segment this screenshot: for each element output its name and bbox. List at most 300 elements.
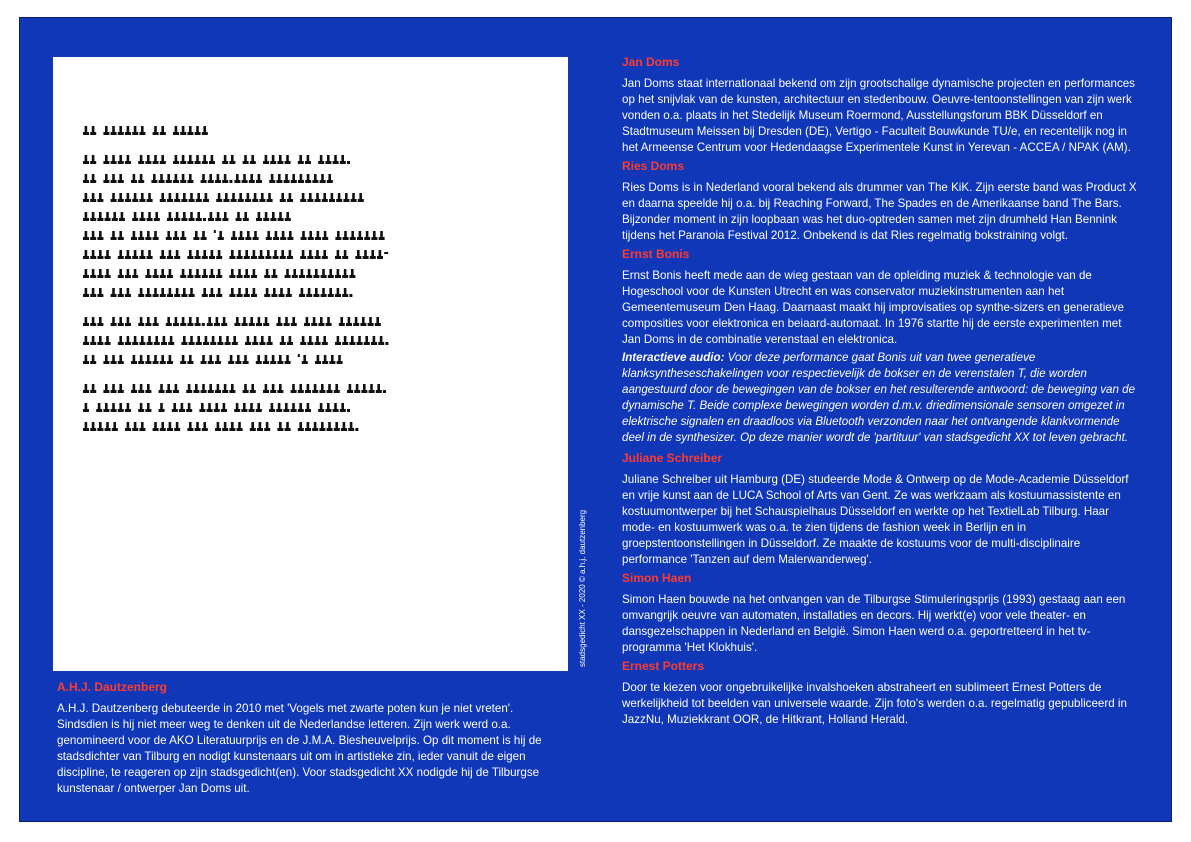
poem-glyph (238, 193, 244, 202)
poem-glyph (153, 317, 159, 326)
poem-glyph (111, 403, 117, 412)
poem-glyph (202, 422, 208, 431)
poem-period (203, 218, 206, 221)
poem-glyph (118, 174, 124, 183)
poem-glyph (300, 336, 306, 345)
poem-glyph (118, 336, 124, 345)
poem-glyph (138, 174, 144, 183)
poem-glyph (280, 231, 286, 240)
poem-glyph (270, 212, 276, 221)
poem-glyph (284, 174, 290, 183)
poem-glyph (335, 288, 341, 297)
poem-glyph (335, 269, 341, 278)
poem-glyph (287, 336, 293, 345)
poem-glyph (299, 269, 305, 278)
poem-glyph (245, 231, 251, 240)
poem-glyph (160, 193, 166, 202)
interactive-audio-text: Voor deze performance gaat Bonis uit van twee generatieve klanksyntheseschakelingen voor respectievelijk de bokser en de verenstalen T, die worden aangestuurd door de bewegingen van de bokser en het resulterende antwoord: de beweging van de dynamische T. Beide complexe bewegingen worden d.m.v. driedimensionale sensoren omgezet in elektrische signalen en draadloos via Bluetooth verzonden naar het ontvangende klankvormende deel in de synthesizer. Op deze manier wordt de 'partituur' van stadsgedicht XX tot leven gebracht. (622, 351, 1136, 444)
poem-glyph (147, 250, 153, 259)
poem-glyph (201, 174, 207, 183)
poem-glyph (103, 384, 109, 393)
poem-glyph (305, 174, 311, 183)
poem-glyph (301, 231, 307, 240)
poem-glyph (321, 288, 327, 297)
poem-glyph (187, 269, 193, 278)
poem-glyph (103, 155, 109, 164)
poem-glyph (139, 212, 145, 221)
poem-glyph (111, 126, 117, 135)
poem-glyph (348, 422, 354, 431)
poem-glyph (166, 231, 172, 240)
poem-glyph (216, 288, 222, 297)
poem-glyph (153, 155, 159, 164)
vertical-credit (577, 487, 589, 667)
poem-glyph (83, 231, 89, 240)
poem-glyph (181, 193, 187, 202)
poem-glyph (180, 269, 186, 278)
poem-hyphen (384, 252, 388, 254)
poem-glyph (229, 288, 235, 297)
poem-glyph (203, 336, 209, 345)
juliane-schreiber-text: Juliane Schreiber uit Hamburg (DE) studeerde Mode & Ontwerp op de Mode-Academie Düsseldorf en vrije kunst aan de LUCA School of Arts van Gent. Ze was werkzaam als kostuumassistente en kostuumontwerper bij het Schauspielhaus Düsseldorf en werkte op het TextielLab Tilburg. Haar mode- en kostuumwerk was o.a. te zien tijdens de fashion week in Berlijn en in groepstentoonstellingen in Düsseldorf. Ze maakte de kostuums voor de multi-disciplinaire performance 'Tanzen auf dem Malerwanderweg'. (622, 473, 1129, 566)
poem-glyph (280, 250, 286, 259)
poem-glyph (125, 336, 131, 345)
ernest-potters-heading: Ernest Potters (622, 659, 705, 673)
poem-glyph (180, 231, 186, 240)
poem-glyph (333, 403, 339, 412)
poem-glyph (333, 155, 339, 164)
poem-glyph (216, 193, 222, 202)
poem-glyph (105, 422, 111, 431)
poem-glyph (235, 355, 241, 364)
poem-glyph (174, 193, 180, 202)
poem-glyph (159, 403, 165, 412)
poem-glyph (351, 193, 357, 202)
poem-glyph (203, 193, 209, 202)
poem-period (383, 390, 386, 393)
poem-glyph (222, 155, 228, 164)
poem-glyph (118, 126, 124, 135)
poem-period (347, 161, 350, 164)
poem-glyph (217, 336, 223, 345)
poem-glyph (201, 384, 207, 393)
poem-glyph (341, 422, 347, 431)
poem-glyph (325, 155, 331, 164)
poem-glyph (278, 212, 284, 221)
poem-glyph (125, 317, 131, 326)
ries-doms-heading: Ries Doms (622, 159, 685, 173)
poem-glyph (322, 193, 328, 202)
poem-glyph (258, 250, 264, 259)
poem-glyph (277, 155, 283, 164)
poem-glyph (174, 250, 180, 259)
poem-glyph (118, 317, 124, 326)
poem-glyph (153, 355, 159, 364)
poem-glyph (300, 193, 306, 202)
poem-glyph (264, 288, 270, 297)
poem-glyph (237, 250, 243, 259)
poem-glyph (209, 250, 215, 259)
poem-glyph (287, 231, 293, 240)
poem-glyph (210, 336, 216, 345)
poem-glyph (153, 231, 159, 240)
poem-glyph (83, 317, 89, 326)
poem-glyph (237, 422, 243, 431)
poem-glyph (139, 336, 145, 345)
poem-glyph (90, 384, 96, 393)
poem-glyph (90, 155, 96, 164)
poem-glyph (291, 403, 297, 412)
poem-glyph (96, 403, 102, 412)
poem-glyph (111, 193, 117, 202)
poem-glyph (298, 422, 304, 431)
ernest-potters-text: Door te kiezen voor ongebruikelijke invalshoeken abstraheert en sublimeert Ernest Potters de werkelijkheid tot beelden van universele waarde. Zijn foto's werden o.a. regelmatig gepubliceerd in JazzNu, Muziekkrant OOR, de Hitkrant, Holland Herald. (622, 681, 1127, 726)
poem-glyph (304, 317, 310, 326)
poem-glyph (285, 355, 291, 364)
poem-glyph (90, 126, 96, 135)
poem-glyph (368, 317, 374, 326)
poem-glyph (334, 422, 340, 431)
poem-glyph (322, 231, 328, 240)
poem-glyph (193, 384, 199, 393)
poem-glyph (139, 126, 145, 135)
poem-glyph (118, 384, 124, 393)
poem-glyph (215, 422, 221, 431)
poem-glyph (361, 384, 367, 393)
poem-glyph (244, 269, 250, 278)
poem-glyph (298, 174, 304, 183)
poem-glyph (83, 384, 89, 393)
poem-glyph (222, 384, 228, 393)
poem-glyph (277, 355, 283, 364)
jan-doms-heading: Jan Doms (622, 55, 680, 69)
poem-glyph (265, 250, 271, 259)
poem-glyph (145, 317, 151, 326)
poem-glyph (245, 193, 251, 202)
poem-glyph (186, 384, 192, 393)
poem-glyph (105, 336, 111, 345)
poem-glyph (329, 355, 335, 364)
poem-glyph (90, 193, 96, 202)
poem-glyph (166, 317, 172, 326)
poem-glyph (83, 336, 89, 345)
poem-glyph (167, 250, 173, 259)
poem-glyph (145, 355, 151, 364)
poem-glyph (132, 212, 138, 221)
poem-glyph (234, 403, 240, 412)
poem-glyph (269, 174, 275, 183)
poem-glyph (167, 422, 173, 431)
poem-glyph (329, 193, 335, 202)
poem-glyph (363, 250, 369, 259)
poem-glyph (145, 155, 151, 164)
poem-glyph (201, 355, 207, 364)
poem-glyph (256, 212, 262, 221)
poem-glyph (315, 336, 321, 345)
poem-glyph (189, 212, 195, 221)
poem-glyph (173, 155, 179, 164)
poem-glyph (139, 250, 145, 259)
poem-glyph (125, 250, 131, 259)
poem-glyph (305, 384, 311, 393)
poem-glyph (328, 269, 334, 278)
poem-glyph (132, 250, 138, 259)
poem-glyph (263, 212, 269, 221)
poem-glyph (279, 288, 285, 297)
poem-glyph (187, 422, 193, 431)
poem-glyph (180, 317, 186, 326)
poem-glyph (216, 269, 222, 278)
poem-glyph (270, 384, 276, 393)
poem-glyph (357, 231, 363, 240)
poem-glyph (369, 384, 375, 393)
ries-doms-text: Ries Doms is in Nederland vooral bekend als drummer van The KiK. Zijn eerste band was Product X en daarna speelde hij o.a. bij Reaching Forward, The Spades en de Amerikaanse band The Bars. Bijzonder moment in zijn loopbaan was het duo-optreden samen met zijn drumheld Han Bennink tijdens het Paranoia Festival 2012. Onbekend is dat Ries regelmatig bokstraining volgt. (622, 181, 1137, 242)
poem-glyph (118, 193, 124, 202)
poem-glyph (202, 288, 208, 297)
poem-glyph (306, 269, 312, 278)
poem-glyph (160, 126, 166, 135)
poem-glyph (131, 384, 137, 393)
poem-glyph (257, 422, 263, 431)
poem-glyph (244, 288, 250, 297)
bios-column (622, 54, 1138, 730)
poem-glyph (147, 212, 153, 221)
poem-glyph (300, 250, 306, 259)
poem-glyph (180, 355, 186, 364)
poem-glyph (305, 403, 311, 412)
poem-glyph (335, 336, 341, 345)
poem-glyph (214, 403, 220, 412)
poem-glyph (132, 336, 138, 345)
poem-glyph (180, 155, 186, 164)
interactive-audio-paragraph (622, 350, 1138, 446)
poem-glyph (187, 174, 193, 183)
poem-glyph (229, 250, 235, 259)
simon-haen-heading: Simon Haen (622, 571, 692, 585)
poem-glyph (131, 231, 137, 240)
poem-artwork (53, 57, 568, 671)
poem-glyph (280, 336, 286, 345)
poem-glyph (83, 155, 89, 164)
poem-glyph (285, 155, 291, 164)
poem-glyph (167, 193, 173, 202)
poem-period (347, 409, 350, 412)
poem-glyph (193, 231, 199, 240)
poem-glyph (277, 384, 283, 393)
poem-glyph (342, 288, 348, 297)
poem-glyph (83, 174, 89, 183)
poem-glyph (118, 403, 124, 412)
poem-glyph (229, 384, 235, 393)
poem-glyph (209, 288, 215, 297)
poem-glyph (234, 174, 240, 183)
poem-glyph (118, 250, 124, 259)
poem-glyph (318, 155, 324, 164)
poem-glyph (166, 174, 172, 183)
poem-glyph (328, 288, 334, 297)
poem-glyph (174, 422, 180, 431)
poem-glyph (111, 288, 117, 297)
poem-glyph (159, 384, 165, 393)
ernst-bonis-heading: Ernst Bonis (622, 247, 690, 261)
poem-glyph (181, 336, 187, 345)
poem-glyph (132, 269, 138, 278)
poem-glyph (138, 317, 144, 326)
poem-glyph (315, 355, 321, 364)
poem-glyph (90, 317, 96, 326)
poem-glyph (318, 317, 324, 326)
poem-glyph (312, 174, 318, 183)
poem-glyph (174, 288, 180, 297)
poem-glyph (195, 422, 201, 431)
poem-glyph (263, 155, 269, 164)
poem-glyph (159, 174, 165, 183)
poem-glyph (214, 317, 220, 326)
poem-glyph (370, 250, 376, 259)
poem-glyph (287, 193, 293, 202)
poem-glyph (181, 288, 187, 297)
poem-glyph (83, 212, 89, 221)
poem-glyph (276, 403, 282, 412)
poem-glyph (90, 269, 96, 278)
poem-glyph (340, 155, 346, 164)
poem-glyph (256, 403, 262, 412)
poem-glyph (111, 355, 117, 364)
poem-glyph (249, 174, 255, 183)
poem-glyph (241, 403, 247, 412)
poem-glyph (145, 403, 151, 412)
poem-glyph (307, 250, 313, 259)
poem-glyph-drawing (53, 57, 568, 671)
poem-glyph (251, 288, 257, 297)
poem-glyph (273, 250, 279, 259)
poem-glyph (132, 126, 138, 135)
poem-glyph (83, 193, 89, 202)
poem-glyph (167, 288, 173, 297)
poem-period (229, 180, 232, 183)
poem-glyph (83, 126, 89, 135)
poem-glyph (291, 384, 297, 393)
poem-glyph (125, 193, 131, 202)
poem-glyph (244, 250, 250, 259)
poem-glyph (90, 336, 96, 345)
poem-glyph (267, 336, 273, 345)
poem-glyph (215, 212, 221, 221)
poem-glyph (196, 193, 202, 202)
poem-glyph (90, 422, 96, 431)
poem-glyph (284, 317, 290, 326)
poem-glyph (215, 174, 221, 183)
poem-glyph (379, 231, 385, 240)
poem-glyph (186, 403, 192, 412)
poem-glyph (160, 422, 166, 431)
poem-glyph (112, 212, 118, 221)
poem-glyph (221, 403, 227, 412)
poem-glyph (189, 336, 195, 345)
poem-glyph (139, 422, 145, 431)
poem-glyph (189, 288, 195, 297)
poem-glyph (167, 355, 173, 364)
jan-doms-text: Jan Doms staat internationaal bekend om zijn grootschalige dynamische projecten en performances op het snijvlak van de kunsten, architectuur en stedenbouw. Oeuvre-tentoonstellingen van zijn werk vonden o.a. plaats in het Stedelijk Museum Roermond, Ausstellungsforum BBK Düsseldorf en Stadtmuseum Meissen bij Dresden (DE), Vertigo - Faculteit Bouwkunde TU/e, en recentelijk nog in het Armeense Centrum voor Hedendaagse Experimentele Kunst in Yerevan - ACCEA / NPAK (AM). (622, 77, 1135, 154)
poem-glyph (349, 269, 355, 278)
poem-glyph (291, 317, 297, 326)
poem-glyph (256, 355, 262, 364)
poem-glyph (173, 384, 179, 393)
poem-glyph (222, 212, 228, 221)
poem-glyph (83, 250, 89, 259)
poem-glyph (125, 288, 131, 297)
poem-glyph (160, 250, 166, 259)
poem-glyph (118, 155, 124, 164)
poem-glyph (245, 336, 251, 345)
poem-glyph (270, 355, 276, 364)
poem-glyph (264, 269, 270, 278)
poem-glyph (286, 288, 292, 297)
poem-glyph (336, 193, 342, 202)
poem-glyph (315, 250, 321, 259)
poem-glyph (327, 422, 333, 431)
poem-glyph (229, 155, 235, 164)
poem-glyph (322, 336, 328, 345)
poem-glyph (111, 155, 117, 164)
poem-glyph (360, 317, 366, 326)
poem-glyph (97, 212, 103, 221)
poem-glyph (312, 422, 318, 431)
poem-glyph (234, 317, 240, 326)
poem-glyph (376, 384, 382, 393)
poem-glyph (357, 336, 363, 345)
poem-glyph (173, 174, 179, 183)
poem-glyph (173, 231, 179, 240)
poem-glyph (221, 317, 227, 326)
poem-glyph (298, 384, 304, 393)
poem-glyph (299, 288, 305, 297)
poem-glyph (187, 250, 193, 259)
poem-glyph (225, 336, 231, 345)
poem-glyph (90, 355, 96, 364)
poem-glyph (346, 317, 352, 326)
poem-glyph (354, 384, 360, 393)
poem-glyph (222, 174, 228, 183)
poem-glyph (215, 384, 221, 393)
poem-glyph (308, 231, 314, 240)
poem-glyph (350, 231, 356, 240)
poem-glyph (208, 174, 214, 183)
poem-glyph (343, 193, 349, 202)
poem-glyph (111, 231, 117, 240)
poem-glyph (335, 231, 341, 240)
poem-glyph (138, 355, 144, 364)
poem-glyph (83, 288, 89, 297)
poem-glyph (118, 269, 124, 278)
poem-glyph (154, 212, 160, 221)
poem-glyph (285, 422, 291, 431)
poem-glyph (327, 174, 333, 183)
poem-glyph (319, 384, 325, 393)
poem-glyph (179, 403, 185, 412)
poem-glyph (322, 250, 328, 259)
poem-glyph (375, 317, 381, 326)
poem-glyph (195, 126, 201, 135)
poem-glyph (105, 250, 111, 259)
interactive-audio-label: Interactieve audio: (622, 351, 725, 364)
poem-glyph (311, 317, 317, 326)
poem-glyph (285, 269, 291, 278)
poem-glyph (119, 212, 125, 221)
poem-glyph (271, 269, 277, 278)
poem-glyph (118, 288, 124, 297)
poem-glyph (318, 403, 324, 412)
